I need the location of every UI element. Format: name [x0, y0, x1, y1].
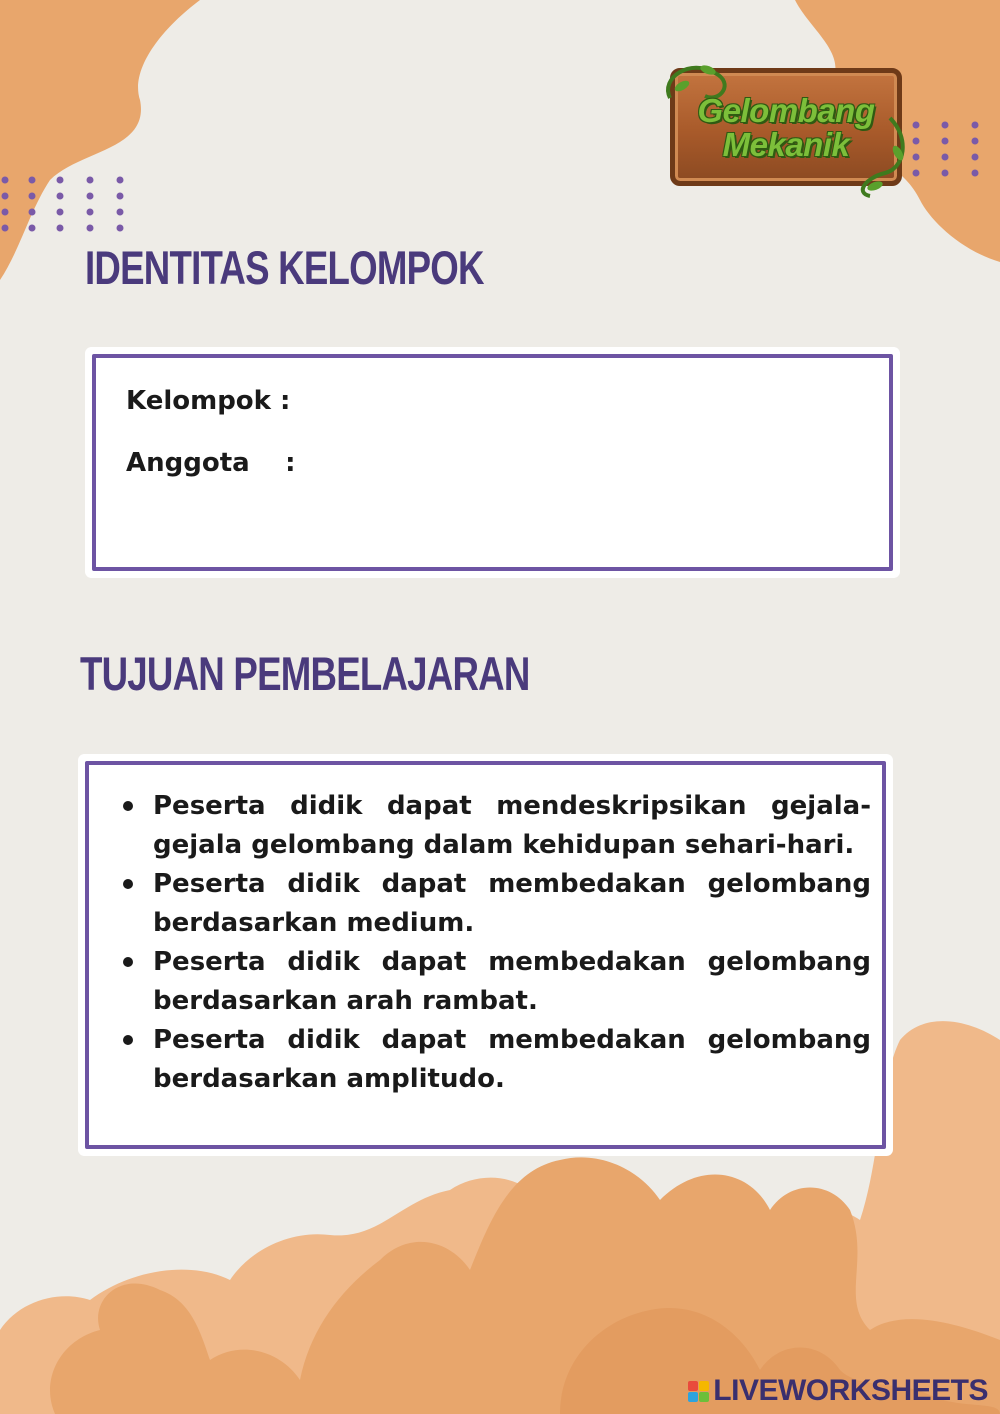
objective-text: Peserta didik dapat membedakan gelombang berdasarkan amplitudo. — [153, 1025, 871, 1094]
title-sign — [660, 58, 912, 198]
field-kelompok — [126, 386, 290, 416]
sign-title — [670, 94, 902, 162]
objective-text: Peserta didik dapat membedakan gelombang berdasarkan arah rambat. — [153, 947, 871, 1016]
bullet-icon — [123, 879, 133, 889]
objective-item — [119, 943, 871, 1021]
brand-name: LIVEWORKSHEETS — [713, 1374, 988, 1407]
objective-list — [119, 787, 871, 1099]
liveworksheets-logo-icon — [688, 1381, 709, 1402]
identity-card — [92, 354, 893, 571]
field-label: Kelompok — [126, 386, 271, 416]
tujuan-heading: TUJUAN PEMBELAJARAN — [80, 647, 530, 700]
identitas-heading: IDENTITAS KELOMPOK — [85, 241, 484, 294]
bullet-icon — [123, 801, 133, 811]
sign-title-line-2: Mekanik — [722, 126, 850, 163]
bullet-icon — [123, 957, 133, 967]
field-anggota — [126, 448, 295, 478]
bullet-icon — [123, 1035, 133, 1045]
field-separator: : — [280, 386, 291, 416]
field-label: Anggota — [126, 448, 250, 478]
field-separator: : — [285, 448, 296, 478]
objectives-card — [85, 761, 886, 1149]
liveworksheets-brand[interactable] — [688, 1374, 988, 1408]
objective-item — [119, 1021, 871, 1099]
objective-text: Peserta didik dapat membedakan gelombang berdasarkan medium. — [153, 869, 871, 938]
objective-item — [119, 787, 871, 865]
objective-item — [119, 865, 871, 943]
objective-text: Peserta didik dapat mendeskripsikan gejala-gejala gelombang dalam kehidupan sehari-hari. — [153, 791, 871, 860]
sign-title-line-1: Gelombang — [697, 92, 875, 129]
